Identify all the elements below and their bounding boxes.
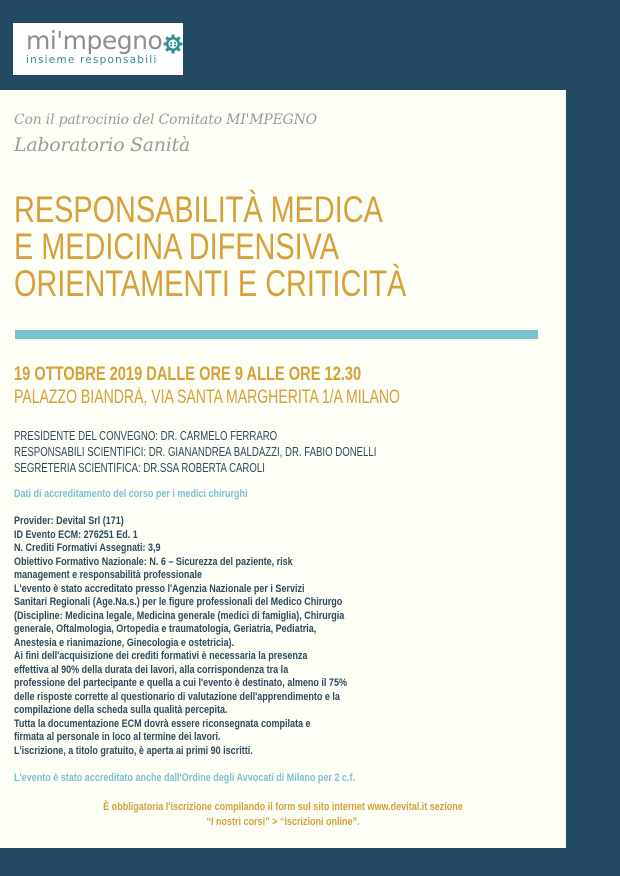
detail-line: management e responsabilità professionale [14, 569, 202, 581]
registration-line: “I nostri corsi” > “Iscrizioni online”. [206, 816, 360, 828]
registration-notice [0, 800, 566, 830]
event-date: 19 OTTOBRE 2019 DALLE ORE 9 ALLE ORE 12.30 [14, 364, 362, 385]
organizer-line: RESPONSABILI SCIENTIFICI: DR. GIANANDREA BALDAZZI, DR. FABIO DONELLI [14, 444, 377, 459]
detail-line: L'iscrizione, a titolo gratuito, è aperta ai primi 90 iscritti. [14, 744, 253, 757]
logo-wordmark [26, 27, 183, 54]
accreditation-details [14, 515, 347, 758]
detail-line: compilazione della scheda sulla qualità percepita. [14, 704, 228, 716]
logo-tagline: insieme responsabili [26, 54, 158, 66]
detail-line: (Discipline: Medicina legale, Medicina generale (medici di famiglia), Chirurgia [14, 609, 345, 622]
detail-line: delle risposte corrette al questionario di valutazione dell'apprendimento e la [14, 690, 340, 703]
detail-line: Tutta la documentazione ECM dovrà essere riconsegnata compilata e [14, 717, 311, 730]
organizers-list [14, 428, 376, 476]
detail-line: N. Crediti Formativi Assegnati: 3,9 [14, 542, 161, 554]
title-line: ORIENTAMENTI E CRITICITÀ [14, 263, 407, 304]
detail-line: Ai fini dell'acquisizione dei crediti formativi è necessaria la presenza [14, 650, 308, 662]
event-venue: PALAZZO BIANDRÀ, VIA SANTA MARGHERITA 1/A MILANO [14, 387, 400, 408]
organizer-line: SEGRETERIA SCIENTIFICA: DR.SSA ROBERTA CAROLI [14, 460, 265, 475]
event-title [14, 191, 406, 302]
registration-line: È obbligatoria l'iscrizione compilando il form sul sito internet www.devital.it sezione [103, 801, 463, 813]
content-panel [0, 90, 566, 848]
divider-bar [15, 330, 538, 339]
patronage-text: Con il patrocinio del Comitato MI'MPEGNO [14, 112, 317, 128]
detail-line: firmata al personale in loco al termine dei lavori. [14, 731, 221, 743]
detail-line: Provider: Devital Srl (171) [14, 515, 124, 527]
logo-wordmark-text: mi'mpegno [26, 26, 163, 55]
detail-line: effettiva al 90% della durata dei lavori, alla corrispondenza tra la [14, 663, 289, 676]
detail-line: ID Evento ECM: 276251 Ed. 1 [14, 528, 138, 541]
detail-line: Anestesia e rianimazione, Ginecologia e ostetricia). [14, 636, 235, 649]
organizer-line: PRESIDENTE DEL CONVEGNO: DR. CARMELO FERRARO [14, 428, 278, 443]
title-line: E MEDICINA DIFENSIVA [14, 226, 340, 267]
detail-line: Sanitari Regionali (Age.Na.s.) per le figure professionali del Medico Chirurgo [14, 596, 343, 608]
laboratory-name: Laboratorio Sanità [14, 134, 190, 156]
lawyers-accreditation-note: L'evento è stato accreditato anche dall'Ordine degli Avvocati di Milano per 2 c.f. [14, 772, 355, 784]
detail-line: Obiettivo Formativo Nazionale: N. 6 – Sicurezza del paziente, risk [14, 555, 293, 568]
detail-line: generale, Oftalmologia, Ortopedia e traumatologia, Geriatria, Pediatria, [14, 623, 317, 635]
accreditation-heading: Dati di accreditamento del corso per i medici chirurghi [14, 488, 248, 500]
detail-line: professione del partecipante e quella a cui l'evento è destinato, almeno il 75% [14, 677, 347, 689]
title-line: RESPONSABILITÀ MEDICA [14, 189, 383, 230]
detail-line: L'evento è stato accreditato presso l'Agenzia Nazionale per i Servizi [14, 582, 305, 595]
logo [13, 23, 183, 75]
gear-people-icon [163, 32, 183, 52]
